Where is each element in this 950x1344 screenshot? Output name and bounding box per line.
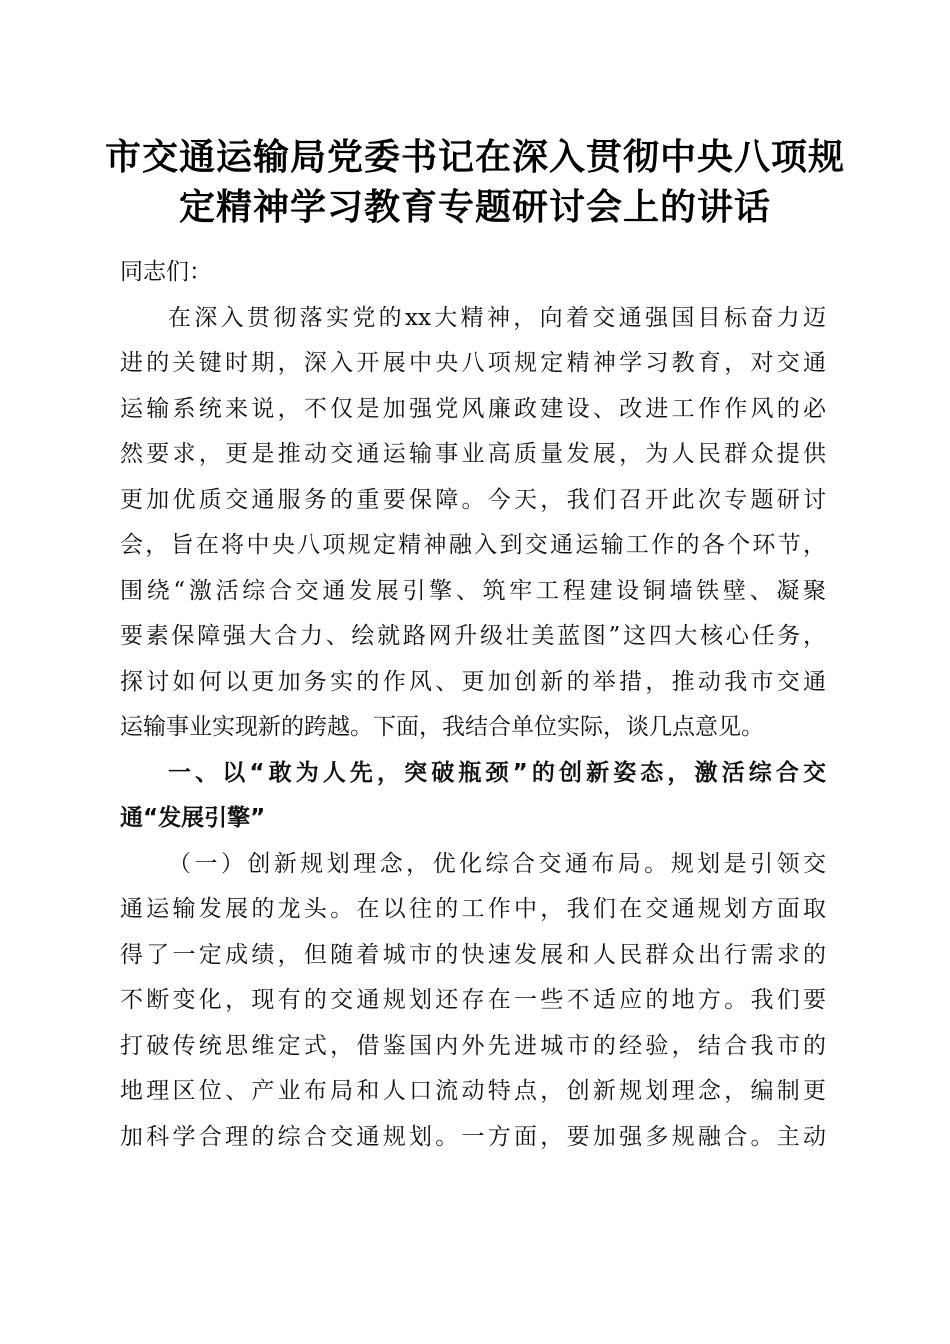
paragraph-line: 地理区位、产业布局和人口流动特点，创新规划理念，编制更: [120, 1078, 826, 1104]
paragraph-line: 探讨如何以更加务实的作风、更加创新的举措，推动我市交通: [120, 668, 826, 695]
paragraph-line: 进的关键时期，深入开展中央八项规定精神学习教育，对交通: [120, 350, 826, 376]
paragraph-line: 运输系统来说，不仅是加强党风廉政建设、改进工作作风的必: [120, 395, 826, 422]
paragraph-line: 得了一定成绩，但随着城市的快速发展和人民群众出行需求的: [120, 941, 826, 968]
paragraph-line: 运输事业实现新的跨越。下面，我结合单位实际，谈几点意见。: [120, 714, 764, 740]
paragraph-line: 围绕“激活综合交通发展引擎、筑牢工程建设铜墙铁壁、凝聚: [120, 577, 826, 604]
paragraph-line: 加科学合理的综合交通规划。一方面，要加强多规融合。主动: [120, 1123, 826, 1150]
subsection-paragraph-1: [120, 842, 826, 1161]
heading-line: 一、以“敢为人先，突破瓶颈”的创新姿态，激活综合交: [168, 759, 826, 786]
paragraph-line: （一）创新规划理念，优化综合交通布局。规划是引领交: [168, 850, 826, 877]
paragraph-line: 要素保障强大合力、绘就路网升级壮美蓝图”这四大核心任务，: [120, 623, 826, 649]
paragraph-line: 通运输发展的龙头。在以往的工作中，我们在交通规划方面取: [120, 896, 826, 922]
paragraph-line: 不断变化，现有的交通规划还存在一些不适应的地方。我们要: [120, 987, 826, 1013]
document-body: [120, 250, 826, 1160]
paragraph-line: 在深入贯彻落实党的xx大精神，向着交通强国目标奋力迈: [168, 304, 826, 331]
paragraph-line: 会，旨在将中央八项规定精神融入到交通运输工作的各个环节，: [120, 532, 826, 558]
paragraph-line: 更加优质交通服务的重要保障。今天，我们召开此次专题研讨: [120, 486, 826, 513]
section-heading-1: [120, 751, 826, 842]
document-title: [100, 132, 850, 232]
intro-paragraph: [120, 296, 826, 751]
greeting: 同志们：: [120, 259, 212, 285]
paragraph-line: 打破传统思维定式，借鉴国内外先进城市的经验，结合我市的: [120, 1032, 826, 1059]
paragraph-line: 然要求，更是推动交通运输事业高质量发展，为人民群众提供: [120, 441, 826, 467]
heading-line: 通“发展引擎”: [120, 805, 266, 831]
title-line-2: 定精神学习教育专题研讨会上的讲话: [178, 186, 771, 228]
title-line-1: 市交通运输局党委书记在深入贯彻中央八项规: [104, 136, 845, 178]
